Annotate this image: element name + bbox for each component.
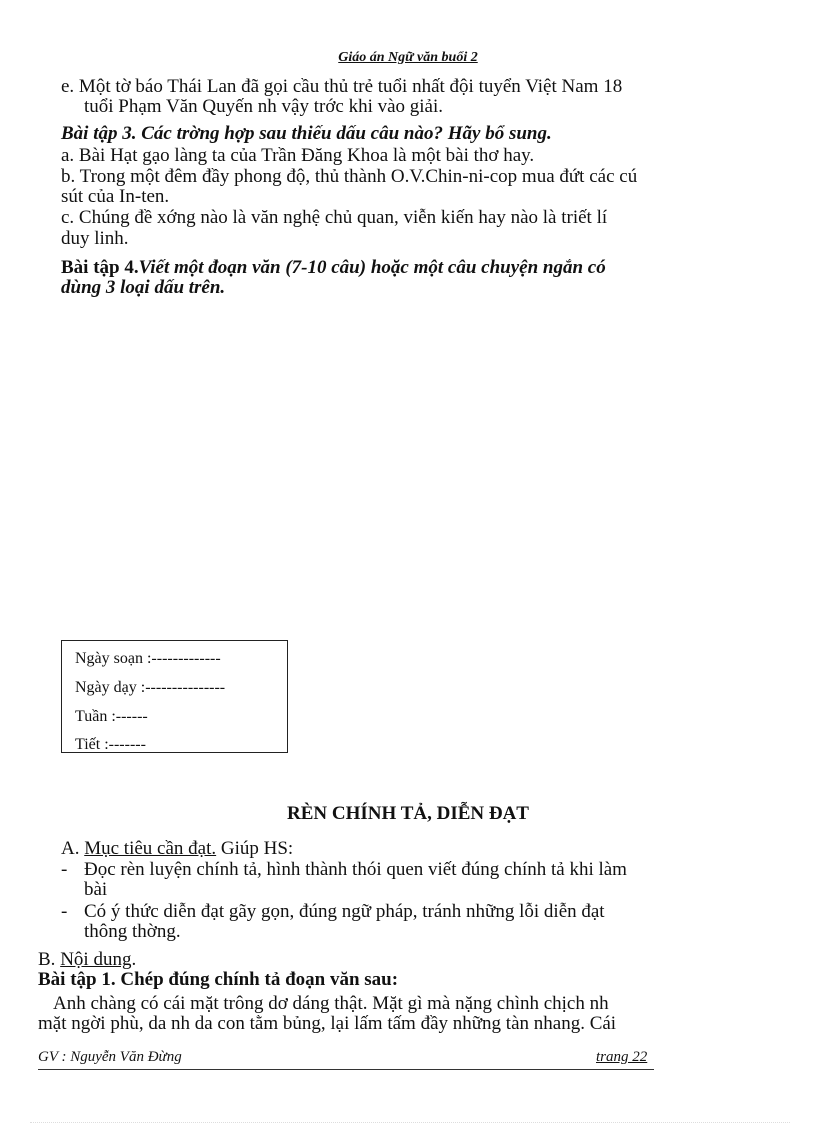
exercise-item-e-line2: tuổi Phạm Văn Quyến nh vậy trớc khi vào giải. <box>84 96 444 117</box>
page-header: Giáo án Ngữ văn buổi 2 <box>338 50 478 65</box>
bullet-2-dash: - <box>61 901 68 922</box>
bullet-1-dash: - <box>61 859 68 880</box>
section-a-heading-text: Mục tiêu cần đạt. <box>84 838 217 859</box>
exercise-3-title: Bài tập 3. Các trờng hợp sau thiếu dấu câu nào? Hãy bổ sung. <box>61 123 552 144</box>
bullet-2-line2: thông thờng. <box>84 921 181 942</box>
exercise-3-item-c-line2: duy linh. <box>61 228 129 249</box>
exercise-3-item-b-line2: sút của In-ten. <box>61 186 170 207</box>
section-a-suffix: Giúp HS: <box>216 838 294 859</box>
exercise-1-title: Bài tập 1. Chép đúng chính tả đoạn văn sau: <box>38 969 399 990</box>
exercise-4-label: Bài tập 4. <box>61 257 139 278</box>
footer-page-number: trang 22 <box>596 1049 648 1065</box>
bullet-1-line2: bài <box>84 879 108 900</box>
tiet-field: Tiết :------- <box>75 736 146 753</box>
exercise-3-item-a: a. Bài Hạt gạo làng ta của Trần Đăng Khoa là một bài thơ hay. <box>61 145 535 166</box>
footer-author: GV : Nguyễn Văn Đừng <box>38 1049 182 1065</box>
section-b-suffix: . <box>131 949 137 970</box>
ngay-day-field: Ngày dạy :--------------- <box>75 679 226 696</box>
footer-rule <box>38 1069 654 1070</box>
section-a-prefix: A. <box>61 838 85 859</box>
exercise-item-e-line1: e. Một tờ báo Thái Lan đã gọi cầu thủ trẻ tuổi nhất đội tuyển Việt Nam 18 <box>61 76 623 97</box>
section-b-prefix: B. <box>38 949 61 970</box>
exercise-3-item-b-line1: b. Trong một đêm đầy phong độ, thủ thành O.V.Chin-ni-cop mua đứt các cú <box>61 166 638 187</box>
exercise-3-item-c-line1: c. Chúng đề xớng nào là văn nghệ chủ quan, viễn kiến hay nào là triết lí <box>61 207 608 228</box>
exercise-4-text: Viết một đoạn văn (7-10 câu) hoặc một câu chuyện ngắn có <box>138 257 606 278</box>
bullet-1-line1: Đọc rèn luyện chính tả, hình thành thói quen viết đúng chính tả khi làm <box>84 859 627 880</box>
section-a-heading <box>61 839 293 859</box>
exercise-1-line2: mặt ngời phù, da nh da con tằm bủng, lại lấm tấm đầy những tàn nhang. Cái <box>38 1013 617 1034</box>
lesson-title: RÈN CHÍNH TẢ, DIỄN ĐẠT <box>287 803 529 824</box>
exercise-1-line1: Anh chàng có cái mặt trông dơ dáng thật. Mặt gì mà nặng chình chịch nh <box>53 993 609 1014</box>
lesson-info-box <box>61 640 288 753</box>
ngay-soan-field: Ngày soạn :------------- <box>75 650 221 667</box>
exercise-4-line1 <box>61 258 606 278</box>
section-b-heading-text: Nội dung <box>60 949 132 970</box>
section-b-heading <box>38 950 136 970</box>
exercise-4-line2: dùng 3 loại dấu trên. <box>61 277 226 298</box>
tuan-field: Tuần :------ <box>75 708 148 725</box>
bullet-2-line1: Có ý thức diễn đạt gãy gọn, đúng ngữ pháp, tránh những lỗi diễn đạt <box>84 901 605 922</box>
